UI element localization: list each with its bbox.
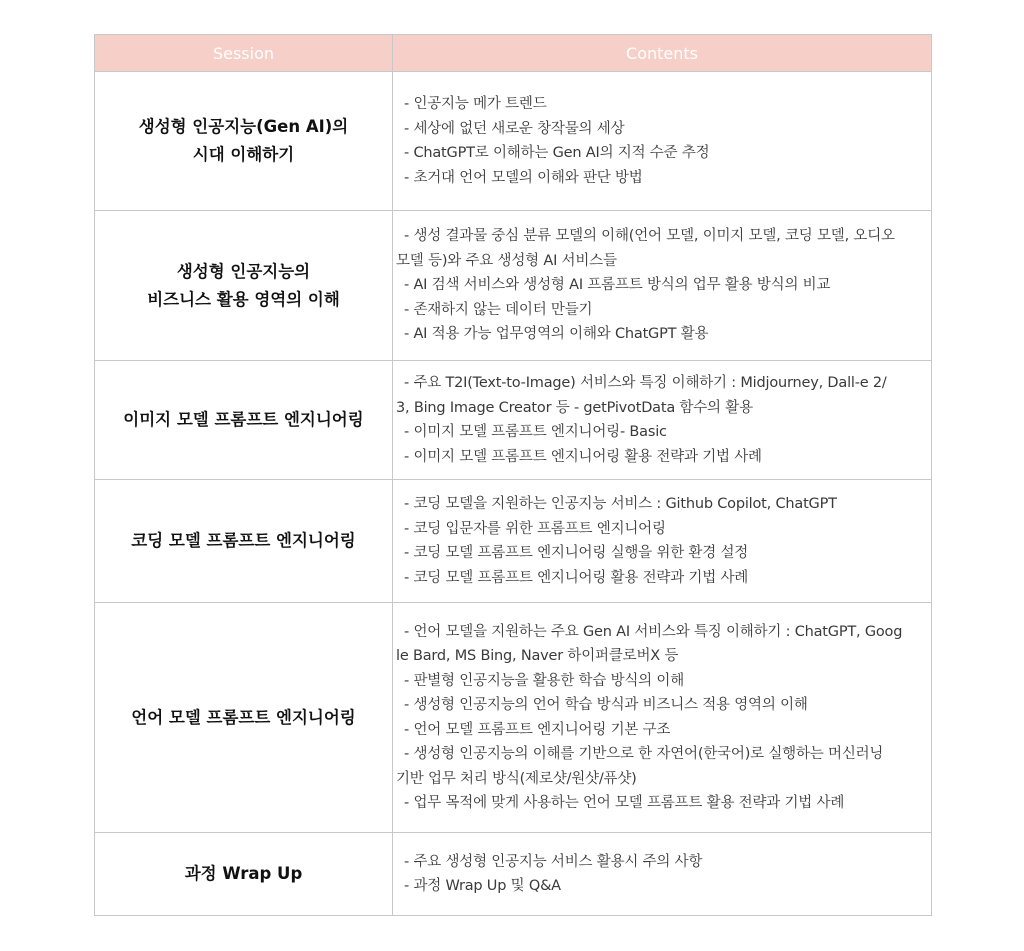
contents-cell <box>393 211 932 361</box>
content-item: - 초거대 언어 모델의 이해와 판단 방법 <box>404 169 643 186</box>
contents-cell <box>393 72 932 211</box>
content-item: - 생성형 인공지능의 이해를 기반으로 한 자연어(한국어)로 실행하는 머신러닝 <box>404 746 884 762</box>
content-item: - 이미지 모델 프롬프트 엔지니어링- Basic <box>404 424 667 440</box>
session-title-line: 비즈니스 활용 영역의 이해 <box>147 289 340 309</box>
content-item: - AI 검색 서비스와 생성형 AI 프롬프트 방식의 업무 활용 방식의 비교 <box>404 277 831 294</box>
content-item: - 언어 모델 프롬프트 엔지니어링 기본 구조 <box>404 721 671 738</box>
content-item: - 코딩 모델을 지원하는 인공지능 서비스 : Github Copilot, ChatGPT <box>404 496 837 512</box>
content-item-continued: 3, Bing Image Creator 등 - getPivotData 함수의 활용 <box>396 399 753 416</box>
content-item: - 과정 Wrap Up 및 Q&A <box>404 878 561 894</box>
content-item: - 생성형 인공지능의 언어 학습 방식과 비즈니스 적용 영역의 이해 <box>404 697 808 713</box>
session-title-line: 언어 모델 프롬프트 엔지니어링 <box>131 707 356 727</box>
table-row <box>95 211 932 361</box>
session-title-line: 생성형 인공지능의 <box>176 261 311 281</box>
content-item-continued: 모델 등)와 주요 생성형 AI 서비스들 <box>396 252 617 269</box>
table-row <box>95 361 932 480</box>
content-item: - 생성 결과물 중심 분류 모델의 이해(언어 모델, 이미지 모델, 코딩 모델, 오디오 <box>404 228 895 245</box>
content-item: - 주요 생성형 인공지능 서비스 활용시 주의 사항 <box>404 853 703 870</box>
content-item: - 세상에 없던 새로운 창작물의 세상 <box>404 120 625 137</box>
content-item-continued: 기반 업무 처리 방식(제로샷/원샷/퓨샷) <box>396 770 637 787</box>
session-title-line: 생성형 인공지능(Gen AI)의 <box>138 117 349 136</box>
content-item: - 코딩 모델 프롬프트 엔지니어링 활용 전략과 기법 사례 <box>404 569 749 586</box>
contents-cell <box>393 361 932 480</box>
content-item: - 언어 모델을 지원하는 주요 Gen AI 서비스와 특징 이해하기 : ChatGPT, Goog <box>404 623 903 640</box>
content-item: - 업무 목적에 맞게 사용하는 언어 모델 프롬프트 활용 전략과 기법 사례 <box>404 795 845 811</box>
contents-cell <box>393 833 932 916</box>
contents-cell <box>393 480 932 603</box>
session-title-line: 코딩 모델 프롬프트 엔지니어링 <box>131 531 356 550</box>
content-item: - 존재하지 않는 데이터 만들기 <box>404 301 593 318</box>
session-title-line: 이미지 모델 프롬프트 엔지니어링 <box>123 410 364 429</box>
content-item: - 코딩 입문자를 위한 프롬프트 엔지니어링 <box>404 520 666 537</box>
content-item: - 판별형 인공지능을 활용한 학습 방식의 이해 <box>404 672 685 689</box>
session-cell <box>95 480 393 603</box>
table-row <box>95 833 932 916</box>
session-title-line: 과정 Wrap Up <box>184 864 303 883</box>
content-item-continued: le Bard, MS Bing, Naver 하이퍼클로버X 등 <box>396 648 679 664</box>
session-cell <box>95 603 393 833</box>
content-item: - 이미지 모델 프롬프트 엔지니어링 활용 전략과 기법 사례 <box>404 448 762 465</box>
content-item: - 인공지능 메가 트렌드 <box>404 96 547 112</box>
header-session: Session <box>95 35 393 72</box>
table-row <box>95 72 932 211</box>
session-cell <box>95 211 393 361</box>
content-item: - 주요 T2I(Text-to-Image) 서비스와 특징 이해하기 : Midjourney, Dall-e 2/ <box>404 375 887 391</box>
header-row <box>95 35 932 72</box>
session-title-line: 시대 이해하기 <box>192 145 295 164</box>
table-row <box>95 603 932 833</box>
curriculum-table <box>94 34 932 916</box>
content-item: - 코딩 모델 프롬프트 엔지니어링 실행을 위한 환경 설정 <box>404 545 749 561</box>
session-cell <box>95 361 393 480</box>
session-cell <box>95 833 393 916</box>
content-item: - ChatGPT로 이해하는 Gen AI의 지적 수준 추정 <box>404 145 710 161</box>
contents-cell <box>393 603 932 833</box>
header-contents: Contents <box>393 35 932 72</box>
table-row <box>95 480 932 603</box>
content-item: - AI 적용 가능 업무영역의 이해와 ChatGPT 활용 <box>404 326 709 343</box>
session-cell <box>95 72 393 211</box>
